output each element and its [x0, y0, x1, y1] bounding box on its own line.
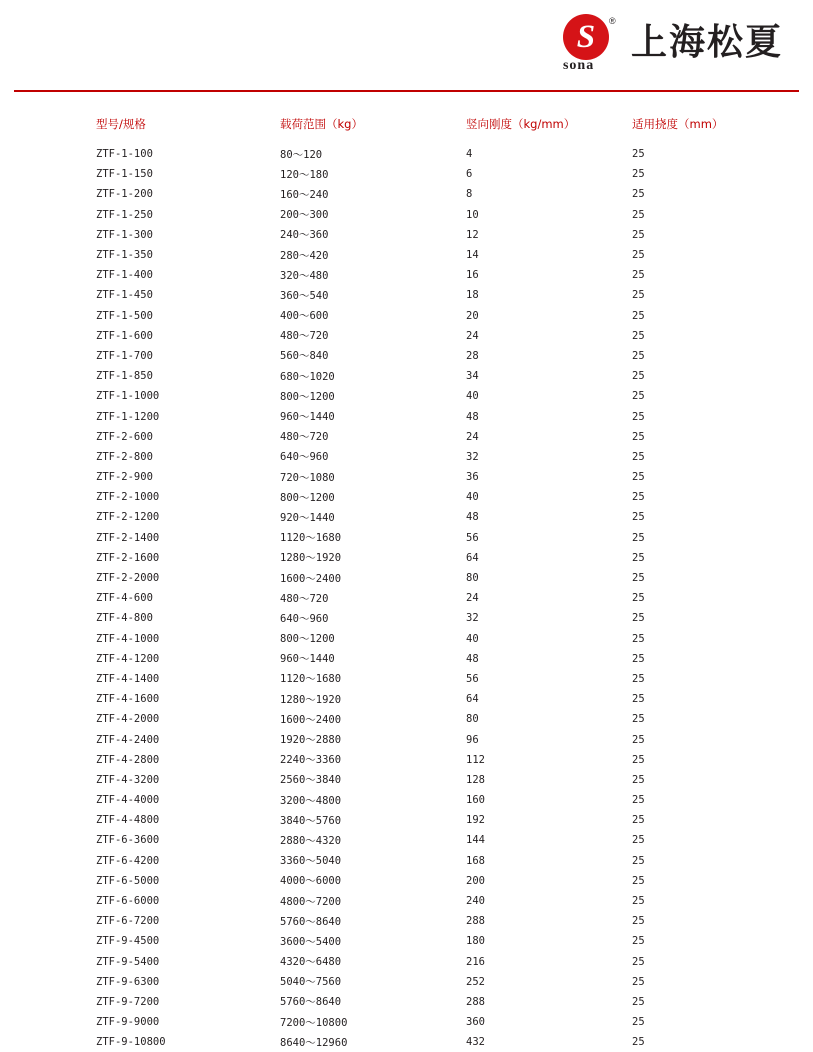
table-row — [96, 891, 717, 911]
cell-deflection: 25 — [632, 269, 645, 282]
cell-load-range: 960～1440 — [280, 653, 335, 666]
cell-deflection: 25 — [632, 995, 645, 1008]
cell-deflection: 25 — [632, 915, 645, 928]
cell-load-range: 3600～5400 — [280, 935, 342, 948]
cell-model: ZTF-1-150 — [96, 168, 153, 181]
cell-vertical-stiffness: 32 — [466, 450, 479, 463]
cell-load-range: 360～540 — [280, 289, 329, 302]
cell-load-range: 4800～7200 — [280, 895, 342, 908]
cell-vertical-stiffness: 80 — [466, 572, 479, 585]
table-row — [96, 406, 717, 426]
cell-model: ZTF-1-450 — [96, 289, 153, 302]
table-row — [96, 386, 717, 406]
table-row — [96, 528, 717, 548]
cell-model: ZTF-9-4500 — [96, 935, 160, 948]
cell-model: ZTF-2-1600 — [96, 551, 160, 564]
cell-model: ZTF-9-7200 — [96, 995, 160, 1008]
cell-load-range: 560～840 — [280, 350, 329, 363]
cell-deflection: 25 — [632, 814, 645, 827]
table-row — [96, 467, 717, 487]
cell-model: ZTF-4-3200 — [96, 773, 160, 786]
cell-model: ZTF-2-1000 — [96, 491, 160, 504]
cell-vertical-stiffness: 16 — [466, 269, 479, 282]
cell-load-range: 3840～5760 — [280, 814, 342, 827]
cell-load-range: 920～1440 — [280, 511, 335, 524]
cell-vertical-stiffness: 80 — [466, 713, 479, 726]
cell-vertical-stiffness: 56 — [466, 672, 479, 685]
cell-deflection: 25 — [632, 895, 645, 908]
table-row — [96, 285, 717, 305]
cell-model: ZTF-2-900 — [96, 471, 153, 484]
cell-load-range: 80～120 — [280, 148, 323, 161]
cell-vertical-stiffness: 20 — [466, 309, 479, 322]
cell-deflection: 25 — [632, 713, 645, 726]
cell-load-range: 400～600 — [280, 310, 329, 323]
cell-vertical-stiffness: 64 — [466, 551, 479, 564]
cell-model: ZTF-1-250 — [96, 208, 153, 221]
table-row — [96, 306, 717, 326]
cell-load-range: 3360～5040 — [280, 855, 342, 868]
cell-deflection: 25 — [632, 188, 645, 201]
cell-vertical-stiffness: 48 — [466, 410, 479, 423]
cell-vertical-stiffness: 40 — [466, 491, 479, 504]
cell-model: ZTF-2-600 — [96, 430, 153, 443]
cell-model: ZTF-2-1200 — [96, 511, 160, 524]
cell-model: ZTF-4-1600 — [96, 693, 160, 706]
cell-vertical-stiffness: 112 — [466, 753, 485, 766]
cell-deflection: 25 — [632, 148, 645, 161]
table-row — [96, 144, 717, 164]
cell-vertical-stiffness: 8 — [466, 188, 473, 201]
cell-model: ZTF-4-4800 — [96, 814, 160, 827]
cell-deflection: 25 — [632, 652, 645, 665]
column-header-load-range: 载荷范围（kg） — [280, 117, 363, 131]
cell-vertical-stiffness: 34 — [466, 370, 479, 383]
spec-table — [96, 116, 724, 1052]
cell-load-range: 2560～3840 — [280, 774, 342, 787]
table-body — [96, 144, 717, 1052]
cell-vertical-stiffness: 28 — [466, 349, 479, 362]
cell-load-range: 800～1200 — [280, 633, 335, 646]
cell-vertical-stiffness: 48 — [466, 511, 479, 524]
cell-load-range: 640～960 — [280, 612, 329, 625]
column-header-vertical-stiffness: 竖向刚度（kg/mm） — [466, 117, 576, 131]
cell-vertical-stiffness: 288 — [466, 915, 485, 928]
table-row — [96, 265, 717, 285]
cell-model: ZTF-1-1000 — [96, 390, 160, 403]
cell-deflection: 25 — [632, 1036, 645, 1049]
cell-vertical-stiffness: 180 — [466, 935, 485, 948]
cell-model: ZTF-4-4000 — [96, 794, 160, 807]
cell-model: ZTF-9-6300 — [96, 975, 160, 988]
cell-deflection: 25 — [632, 672, 645, 685]
cell-deflection: 25 — [632, 430, 645, 443]
cell-deflection: 25 — [632, 370, 645, 383]
cell-deflection: 25 — [632, 309, 645, 322]
table-row — [96, 608, 717, 628]
cell-model: ZTF-4-2000 — [96, 713, 160, 726]
cell-model: ZTF-1-350 — [96, 249, 153, 262]
table-row — [96, 588, 717, 608]
cell-deflection: 25 — [632, 329, 645, 342]
cell-vertical-stiffness: 192 — [466, 814, 485, 827]
page-header — [14, 0, 799, 92]
table-row — [96, 669, 717, 689]
cell-load-range: 280～420 — [280, 249, 329, 262]
cell-model: ZTF-2-2000 — [96, 572, 160, 585]
cell-vertical-stiffness: 216 — [466, 955, 485, 968]
table-row — [96, 326, 717, 346]
cell-load-range: 5760～8640 — [280, 996, 342, 1009]
cell-deflection: 25 — [632, 572, 645, 585]
cell-vertical-stiffness: 56 — [466, 531, 479, 544]
table-row — [96, 487, 717, 507]
cell-model: ZTF-9-9000 — [96, 1016, 160, 1029]
table-row — [96, 205, 717, 225]
cell-deflection: 25 — [632, 491, 645, 504]
cell-model: ZTF-1-100 — [96, 148, 153, 161]
cell-model: ZTF-6-5000 — [96, 874, 160, 887]
table-row — [96, 851, 717, 871]
cell-vertical-stiffness: 128 — [466, 773, 485, 786]
cell-vertical-stiffness: 200 — [466, 874, 485, 887]
cell-model: ZTF-4-1000 — [96, 632, 160, 645]
cell-deflection: 25 — [632, 289, 645, 302]
company-logo — [559, 14, 783, 72]
cell-deflection: 25 — [632, 733, 645, 746]
cell-model: ZTF-1-400 — [96, 269, 153, 282]
cell-load-range: 200～300 — [280, 209, 329, 222]
table-row — [96, 911, 717, 931]
table-row — [96, 790, 717, 810]
cell-load-range: 1120～1680 — [280, 532, 342, 545]
cell-deflection: 25 — [632, 531, 645, 544]
cell-vertical-stiffness: 48 — [466, 652, 479, 665]
cell-vertical-stiffness: 12 — [466, 228, 479, 241]
table-row — [96, 447, 717, 467]
cell-vertical-stiffness: 24 — [466, 329, 479, 342]
cell-model: ZTF-4-600 — [96, 592, 153, 605]
cell-vertical-stiffness: 4 — [466, 148, 473, 161]
cell-deflection: 25 — [632, 471, 645, 484]
cell-model: ZTF-1-700 — [96, 349, 153, 362]
cell-load-range: 1600～2400 — [280, 713, 342, 726]
cell-deflection: 25 — [632, 794, 645, 807]
cell-vertical-stiffness: 160 — [466, 794, 485, 807]
table-row — [96, 871, 717, 891]
table-row — [96, 972, 717, 992]
cell-load-range: 4320～6480 — [280, 956, 342, 969]
cell-vertical-stiffness: 10 — [466, 208, 479, 221]
cell-model: ZTF-4-2400 — [96, 733, 160, 746]
table-row — [96, 952, 717, 972]
cell-model: ZTF-4-800 — [96, 612, 153, 625]
cell-model: ZTF-6-7200 — [96, 915, 160, 928]
cell-deflection: 25 — [632, 450, 645, 463]
cell-load-range: 1920～2880 — [280, 734, 342, 747]
cell-load-range: 1280～1920 — [280, 552, 342, 565]
cell-vertical-stiffness: 64 — [466, 693, 479, 706]
cell-vertical-stiffness: 14 — [466, 249, 479, 262]
table-row — [96, 750, 717, 770]
cell-load-range: 720～1080 — [280, 471, 335, 484]
table-row — [96, 830, 717, 850]
sona-logo-icon — [559, 14, 621, 72]
cell-deflection: 25 — [632, 693, 645, 706]
cell-model: ZTF-6-6000 — [96, 895, 160, 908]
cell-load-range: 1120～1680 — [280, 673, 342, 686]
cell-load-range: 800～1200 — [280, 491, 335, 504]
logo-wordmark: sona — [562, 58, 595, 73]
table-row — [96, 507, 717, 527]
cell-load-range: 800～1200 — [280, 390, 335, 403]
table-header-row — [96, 116, 717, 144]
cell-deflection: 25 — [632, 955, 645, 968]
cell-load-range: 8640～12960 — [280, 1036, 348, 1049]
cell-model: ZTF-1-200 — [96, 188, 153, 201]
cell-deflection: 25 — [632, 390, 645, 403]
cell-deflection: 25 — [632, 228, 645, 241]
cell-vertical-stiffness: 18 — [466, 289, 479, 302]
cell-deflection: 25 — [632, 168, 645, 181]
cell-deflection: 25 — [632, 753, 645, 766]
column-header-model: 型号/规格 — [96, 117, 146, 131]
cell-deflection: 25 — [632, 773, 645, 786]
table-row — [96, 184, 717, 204]
registered-trademark-icon: ® — [608, 16, 616, 26]
cell-model: ZTF-1-1200 — [96, 410, 160, 423]
cell-load-range: 7200～10800 — [280, 1016, 348, 1029]
cell-deflection: 25 — [632, 208, 645, 221]
cell-load-range: 2240～3360 — [280, 754, 342, 767]
cell-load-range: 1280～1920 — [280, 693, 342, 706]
table-row — [96, 931, 717, 951]
cell-model: ZTF-1-600 — [96, 329, 153, 342]
cell-deflection: 25 — [632, 874, 645, 887]
cell-load-range: 640～960 — [280, 451, 329, 464]
table-row — [96, 649, 717, 669]
table-row — [96, 346, 717, 366]
cell-vertical-stiffness: 432 — [466, 1036, 485, 1049]
table-row — [96, 225, 717, 245]
cell-vertical-stiffness: 252 — [466, 975, 485, 988]
cell-deflection: 25 — [632, 410, 645, 423]
cell-model: ZTF-1-300 — [96, 228, 153, 241]
cell-deflection: 25 — [632, 249, 645, 262]
table-row — [96, 164, 717, 184]
table-row — [96, 427, 717, 447]
cell-load-range: 960～1440 — [280, 411, 335, 424]
cell-load-range: 2880～4320 — [280, 834, 342, 847]
cell-load-range: 320～480 — [280, 269, 329, 282]
cell-deflection: 25 — [632, 511, 645, 524]
table-row — [96, 245, 717, 265]
spec-table-container — [0, 116, 813, 1052]
brand-name-cn: 上海松夏 — [630, 22, 783, 63]
cell-model: ZTF-4-1200 — [96, 652, 160, 665]
cell-vertical-stiffness: 144 — [466, 834, 485, 847]
table-row — [96, 689, 717, 709]
cell-load-range: 160～240 — [280, 188, 329, 201]
table-row — [96, 1012, 717, 1032]
cell-vertical-stiffness: 96 — [466, 733, 479, 746]
cell-model: ZTF-4-1400 — [96, 672, 160, 685]
cell-load-range: 4000～6000 — [280, 875, 342, 888]
cell-vertical-stiffness: 360 — [466, 1016, 485, 1029]
cell-vertical-stiffness: 32 — [466, 612, 479, 625]
cell-vertical-stiffness: 36 — [466, 471, 479, 484]
logo-letter: S — [563, 14, 609, 60]
cell-load-range: 1600～2400 — [280, 572, 342, 585]
cell-model: ZTF-6-4200 — [96, 854, 160, 867]
table-row — [96, 366, 717, 386]
cell-load-range: 480～720 — [280, 330, 329, 343]
cell-deflection: 25 — [632, 632, 645, 645]
cell-deflection: 25 — [632, 349, 645, 362]
cell-load-range: 120～180 — [280, 168, 329, 181]
table-row — [96, 1032, 717, 1052]
table-row — [96, 729, 717, 749]
table-row — [96, 548, 717, 568]
cell-model: ZTF-9-5400 — [96, 955, 160, 968]
column-header-deflection: 适用挠度（mm） — [632, 117, 724, 131]
cell-load-range: 680～1020 — [280, 370, 335, 383]
cell-deflection: 25 — [632, 975, 645, 988]
cell-model: ZTF-2-1400 — [96, 531, 160, 544]
table-row — [96, 992, 717, 1012]
cell-model: ZTF-9-10800 — [96, 1036, 166, 1049]
cell-vertical-stiffness: 6 — [466, 168, 473, 181]
cell-vertical-stiffness: 24 — [466, 430, 479, 443]
table-row — [96, 709, 717, 729]
cell-load-range: 3200～4800 — [280, 794, 342, 807]
table-row — [96, 770, 717, 790]
cell-deflection: 25 — [632, 612, 645, 625]
cell-vertical-stiffness: 40 — [466, 390, 479, 403]
cell-deflection: 25 — [632, 935, 645, 948]
cell-vertical-stiffness: 40 — [466, 632, 479, 645]
cell-load-range: 480～720 — [280, 592, 329, 605]
cell-model: ZTF-1-850 — [96, 370, 153, 383]
cell-vertical-stiffness: 288 — [466, 995, 485, 1008]
cell-vertical-stiffness: 240 — [466, 895, 485, 908]
cell-vertical-stiffness: 24 — [466, 592, 479, 605]
table-row — [96, 568, 717, 588]
cell-deflection: 25 — [632, 854, 645, 867]
cell-deflection: 25 — [632, 834, 645, 847]
cell-deflection: 25 — [632, 592, 645, 605]
cell-load-range: 480～720 — [280, 431, 329, 444]
table-row — [96, 629, 717, 649]
cell-vertical-stiffness: 168 — [466, 854, 485, 867]
cell-model: ZTF-1-500 — [96, 309, 153, 322]
cell-load-range: 240～360 — [280, 229, 329, 242]
cell-load-range: 5760～8640 — [280, 915, 342, 928]
cell-model: ZTF-2-800 — [96, 450, 153, 463]
cell-model: ZTF-6-3600 — [96, 834, 160, 847]
cell-deflection: 25 — [632, 551, 645, 564]
cell-model: ZTF-4-2800 — [96, 753, 160, 766]
cell-deflection: 25 — [632, 1016, 645, 1029]
cell-load-range: 5040～7560 — [280, 976, 342, 989]
table-row — [96, 810, 717, 830]
